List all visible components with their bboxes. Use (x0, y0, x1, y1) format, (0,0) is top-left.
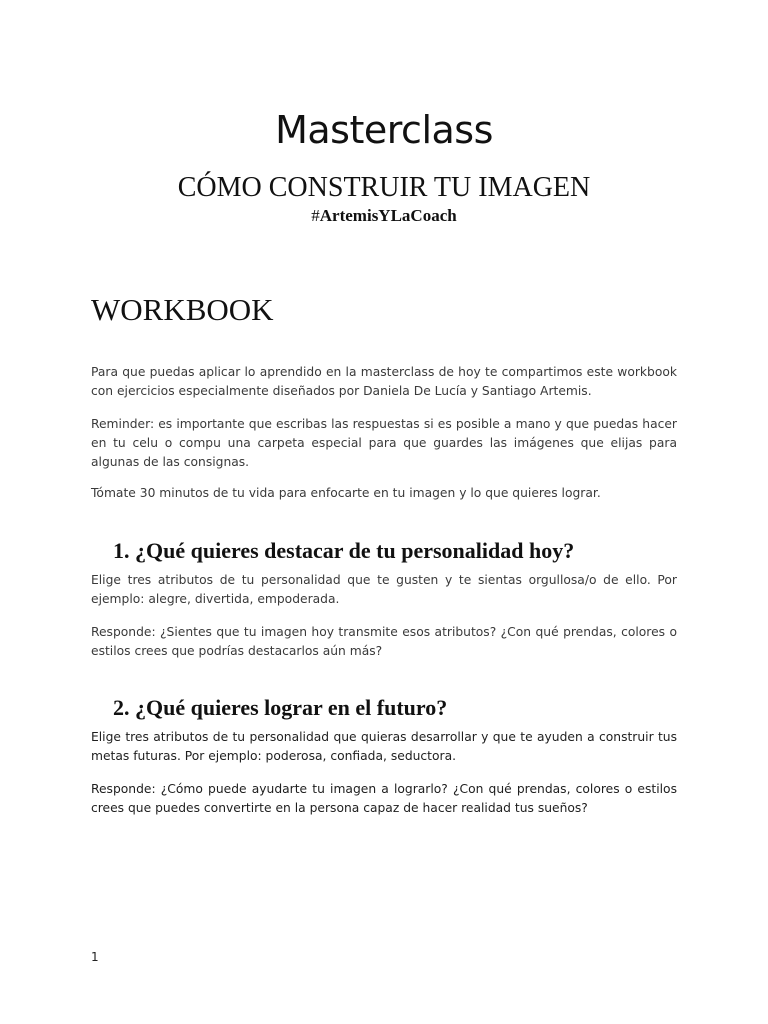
section-2-heading: 2. ¿Qué quieres lograr en el futuro? (113, 695, 448, 720)
hashtag-text: ArtemisYLaCoach (319, 206, 457, 225)
document-title: Masterclass (275, 108, 493, 152)
document-subtitle: CÓMO CONSTRUIR TU IMAGEN (177, 172, 591, 203)
hashtag-symbol: # (311, 206, 320, 225)
time-paragraph: Tómate 30 minutos de tu vida para enfocarte en tu imagen y lo que quieres lograr. (91, 486, 601, 500)
section-1-heading: 1. ¿Qué quieres destacar de tu personalidad hoy? (113, 538, 575, 563)
section-1-paragraph: Elige tres atributos de tu personalidad que te gusten y te sientas orgullosa/o de ello. Por ejemplo: alegre, divertida, empoderada. (91, 573, 677, 606)
section-1-paragraph: Responde: ¿Sientes que tu imagen hoy transmite esos atributos? ¿Con qué prendas, colores o estilos crees que podrías destacarlos aún más? (91, 625, 677, 658)
section-2-paragraph: Responde: ¿Cómo puede ayudarte tu imagen a lograrlo? ¿Con qué prendas, colores o estilos crees que puedes convertirte en la persona capaz de hacer realidad tus sueños? (91, 782, 677, 815)
workbook-heading: WORKBOOK (91, 292, 274, 327)
page-number: 1 (91, 950, 99, 964)
hashtag (0, 206, 768, 226)
reminder-paragraph: Reminder: es importante que escribas las respuestas si es posible a mano y que puedas hacer en tu celu o compu una carpeta especial para que guardes las imágenes que elijas para algunas de las consignas. (91, 417, 677, 469)
intro-paragraph: Para que puedas aplicar lo aprendido en la masterclass de hoy te compartimos este workbook con ejercicios especialmente diseñados por Daniela De Lucía y Santiago Artemis. (91, 365, 677, 398)
section-2-paragraph: Elige tres atributos de tu personalidad que quieras desarrollar y que te ayuden a construir tus metas futuras. Por ejemplo: poderosa, confiada, seductora. (91, 730, 677, 763)
